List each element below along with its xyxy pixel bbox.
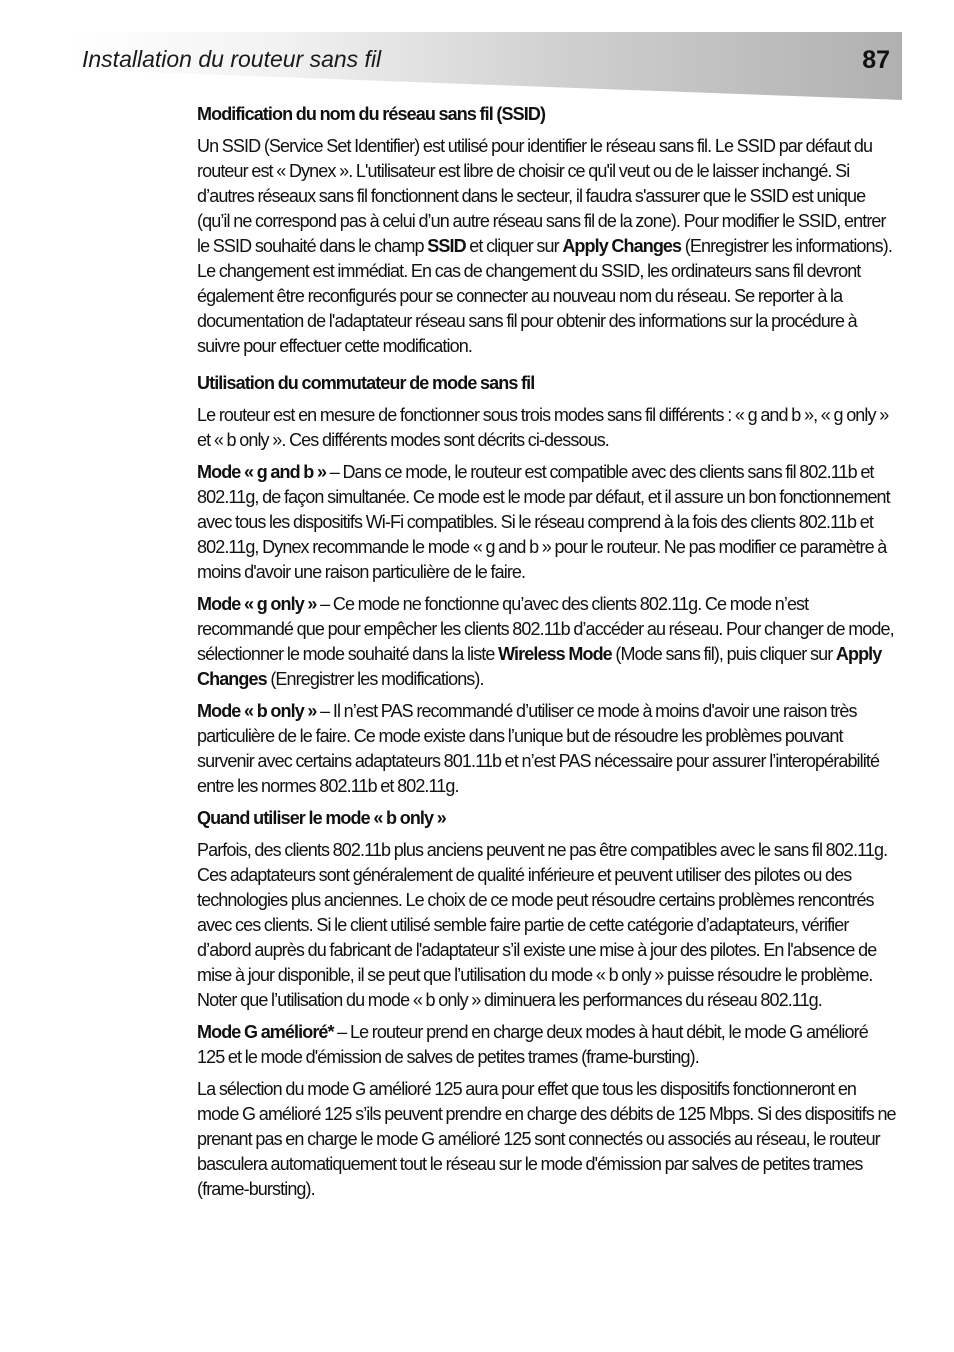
text-run: et cliquer sur: [465, 236, 563, 256]
text-run: – Il n’est PAS recommandé d’utiliser ce mode à moins d'avoir une raison très particulière de le faire. Ce mode existe dans l’unique but de résoudre les problèmes pouvant survenir avec certains adaptateurs 801.11b et n’est PAS nécessaire pour assurer l’interopérabilité entre les normes 802.11b et 802.11g.: [197, 701, 880, 796]
paragraph-enhanced-g-selection: La sélection du mode G amélioré 125 aura pour effet que tous les dispositifs fonctionneront en mode G amélioré 125 s’ils peuvent prendre en charge des débits de 125 Mbps. Si des dispositifs ne prenant pas en charge le mode G amélioré 125 sont connectés ou associés au réseau, le routeur basculera automatiquement tout le réseau sur le mode d'émission par salves de petites trames (frame-bursting).: [197, 1079, 896, 1199]
mode-b-only-label: Mode « b only »: [197, 701, 317, 721]
text-run: – Dans ce mode, le routeur est compatible avec des clients sans fil 802.11b et 802.11g, de façon simultanée. Ce mode est le mode par défaut, et il assure un bon fonctionnement avec tous les dispositifs Wi-Fi compatibles. Si le réseau comprend à la fois des clients 802.11b et 802.11g, Dynex recommande le mode « g and b » pour le routeur. Ne pas modifier ce paramètre à moins d'avoir une raison particulière de le faire.: [197, 462, 890, 582]
page-content: [197, 102, 897, 1209]
wireless-mode-term: Wireless Mode: [498, 644, 612, 664]
text-run: (Enregistrer les informations). Le changement est immédiat. En cas de changement du SSID, les ordinateurs sans fil devront également être reconfigurés pour se connecter au nouveau nom du réseau. Se reporter à la documentation de l'adaptateur réseau sans fil pour obtenir des informations sur la procédure à suivre pour effectuer cette modification.: [197, 236, 892, 356]
apply-changes-term: Apply Changes: [197, 644, 882, 689]
section-heading-b-only: Quand utiliser le mode « b only »: [197, 808, 446, 828]
mode-g-only-label: Mode « g only »: [197, 594, 317, 614]
mode-g-and-b-label: Mode « g and b »: [197, 462, 327, 482]
paragraph-b-only: Parfois, des clients 802.11b plus anciens peuvent ne pas être compatibles avec le sans fil 802.11g. Ces adaptateurs sont généralement de qualité inférieure et peuvent utiliser des pilotes ou des technologies plus anciennes. Le choix de ce mode peut résoudre certains problèmes rencontrés avec ces clients. Si le client utilisé semble faire partie de cette catégorie d’adaptateurs, vérifier d’abord auprès du fabricant de l'adaptateur s’il existe une mise à jour des pilotes. En l'absence de mise à jour disponible, il se peut que l’utilisation du mode « b only » puisse résoudre le problème. Noter que l’utilisation du mode « b only » diminuera les performances du réseau 802.11g.: [197, 840, 888, 1010]
ssid-field-term: SSID: [427, 236, 466, 256]
paragraph-enhanced-g: [197, 1020, 897, 1070]
paragraph-modes-intro: Le routeur est en mesure de fonctionner sous trois modes sans fil différents : « g and b », « g only » et « b only ». Ces différents modes sont décrits ci-dessous.: [197, 405, 889, 450]
mode-enhanced-g-label: Mode G amélioré*: [197, 1022, 334, 1042]
running-title: Installation du routeur sans fil: [82, 46, 382, 72]
paragraph-mode-g-only: [197, 592, 897, 692]
text-run: – Ce mode ne fonctionne qu’avec des clients 802.11g. Ce mode n’est recommandé que pour empêcher les clients 802.11b d’accéder au réseau. Pour changer de mode, sélectionner le mode souhaité dans la liste: [197, 594, 894, 664]
text-run: (Enregistrer les modifications).: [266, 669, 484, 689]
paragraph-ssid: [197, 134, 897, 359]
apply-changes-term: Apply Changes: [562, 236, 682, 256]
text-run: (Mode sans fil), puis cliquer sur: [611, 644, 836, 664]
text-run: – Le routeur prend en charge deux modes à haut débit, le mode G amélioré 125 et le mode d'émission de salves de petites trames (frame-bursting).: [197, 1022, 868, 1067]
page-number: 87: [862, 46, 890, 74]
text-run: Un SSID (Service Set Identifier) est utilisé pour identifier le réseau sans fil. Le SSID par défaut du routeur est « Dynex ». L'utilisateur est libre de choisir ce qu'il veut ou de le laisser inchangé. Si d’autres réseaux sans fil fonctionnent dans le secteur, il faudra s'assurer que le SSID est unique (qu’il ne correspond pas à celui d’un autre réseau sans fil de la zone). Pour modifier le SSID, entrer le SSID souhaité dans le champ: [197, 136, 886, 256]
paragraph-mode-g-and-b: [197, 460, 897, 585]
section-heading-ssid: Modification du nom du réseau sans fil (SSID): [197, 104, 546, 124]
section-heading-mode-switch: Utilisation du commutateur de mode sans fil: [197, 373, 535, 393]
paragraph-mode-b-only: [197, 699, 897, 799]
